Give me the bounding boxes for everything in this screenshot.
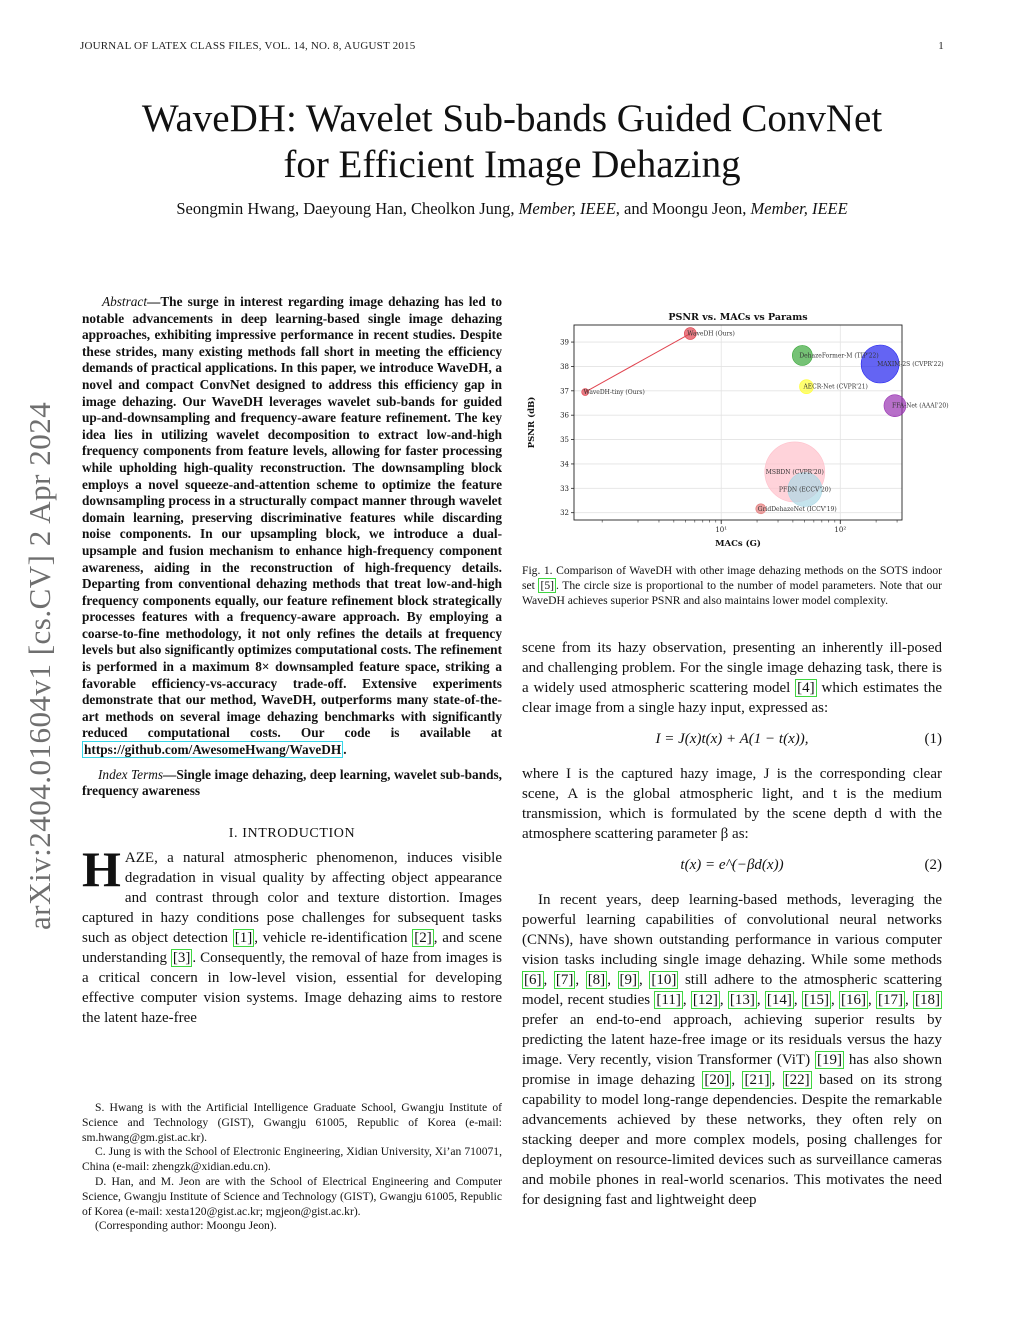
- body-text: based on its strong capability to model long-range dependencies. Despite the remarkable advancements achieved by these networks, they often rely on stacking deeper and more complex models, posing challenges for deployment on resource-limited devices such as surveillance cameras and mobile phones in real-world scenarios. This motivates the need for designing fast and lightweight deep: [522, 1072, 943, 1208]
- body-text: scene from its hazy observation, presenting an inherently ill-posed and challenging problem. For the single image dehazing task, there is a widely used atmospheric scattering model: [522, 640, 942, 696]
- caption-text-a: Fig. 1. Comparison of WaveDH with other image dehazing methods on the SOTS indoor set: [522, 564, 942, 592]
- citation-link[interactable]: [3]: [172, 949, 191, 966]
- y-tick-label: 33: [560, 484, 569, 493]
- title-line-1: WaveDH: Wavelet Sub-bands Guided ConvNet: [141, 97, 883, 140]
- body-text: In recent years, deep learning-based methods, leveraging the powerful learning capabilities of convolutional neural networks (CNNs), have shown outstanding performance in various computer vision tasks including single image dehazing. While some methods: [522, 892, 942, 968]
- psnr-macs-chart: [522, 308, 949, 549]
- arxiv-watermark: arXiv:2404.01604v1 [cs.CV] 2 Apr 2024: [22, 401, 57, 930]
- citation-link[interactable]: [16]: [840, 992, 866, 1008]
- intro-text-a: AZE, a natural atmospheric phenomenon, induces visible degradation in visual quality by affecting object appearance and contrast through color and texture distortion. Images captured in hazy conditions pose challenges for subsequent tasks such as object detection: [82, 849, 502, 946]
- citation-link[interactable]: [6]: [524, 972, 542, 988]
- authors-part-1: Seongmin Hwang, Daeyoung Han, Cheolkon Jung,: [176, 199, 519, 218]
- y-axis-label: PSNR (dB): [527, 396, 537, 449]
- data-point-label: DehazeFormer-M (TIP'22): [799, 352, 879, 360]
- equation-number: (2): [924, 857, 942, 873]
- title-line-2: for Efficient Image Dehazing: [283, 143, 741, 186]
- citation-link[interactable]: [21]: [744, 1072, 770, 1088]
- body-paragraph: where I is the captured hazy image, J is the corresponding clear scene, A is the global atmospheric light, and t is the medium transmission, which is formulated by the scene depth d with the atmosphere scattering parameter β as:: [522, 766, 942, 842]
- intro-text-d: . Consequently, the removal of haze from images is a critical concern in low-level vision, essential for developing effective computer vision systems. Image dehazing aims to restore the latent haze-free: [82, 949, 503, 1026]
- footnote: S. Hwang is with the Artificial Intelligence Graduate School, Gwangju Institute of Science and Technology (GIST), Gwangju 61005, Republic of Korea (e-mail: sm.hwang@gm.gist.ac.kr).: [82, 1101, 502, 1144]
- equation-2: [522, 854, 942, 880]
- y-tick-label: 39: [560, 338, 569, 347]
- abstract: [82, 294, 502, 759]
- caption-text-b: . The circle size is proportional to the number of model parameters. Note that our WaveDH achieves superior PSNR and also maintains lower model complexity.: [522, 578, 943, 607]
- data-point-label: WaveDH-tiny (Ours): [583, 389, 645, 397]
- data-point-label: MAXIM-2S (CVPR'22): [877, 361, 944, 368]
- right-column-body: [522, 638, 942, 1210]
- paper-title: [60, 96, 964, 188]
- citation-link[interactable]: [22]: [784, 1072, 810, 1088]
- data-point-label: PFDN (ECCV'20): [778, 486, 831, 494]
- citation-link[interactable]: [14]: [766, 992, 792, 1008]
- footnote: D. Han, and M. Jeon are with the School of Electrical Engineering and Computer Science, Gwangju Institute of Science and Technology (GIST), Gwangju 61005, Republic of Korea (e-mail: xesta120@gist.ac.kr; mgjeon@gist.ac.kr).: [82, 1174, 502, 1218]
- citation-link[interactable]: [8]: [587, 972, 606, 988]
- data-point-label: GridDehazeNet (ICCV'19): [757, 505, 837, 513]
- body-text: which estimates the clear image from a single hazy input, expressed as:: [522, 680, 942, 716]
- equation-expression: I = J(x)t(x) + A(1 − t(x)),: [655, 731, 809, 747]
- equation-number: (1): [924, 731, 942, 747]
- chart-svg: [522, 308, 949, 549]
- equation-1: [522, 728, 942, 754]
- footnote: (Corresponding author: Moongu Jeon).: [95, 1219, 277, 1233]
- y-tick-label: 37: [560, 387, 569, 396]
- x-tick-label: 10²: [834, 526, 847, 534]
- dropcap: H: [82, 840, 121, 897]
- index-terms-text: —Single image dehazing, deep learning, wavelet sub-bands, frequency awareness: [82, 766, 502, 799]
- citation-link[interactable]: [13]: [729, 992, 755, 1008]
- left-column: [82, 294, 502, 1028]
- footnote: C. Jung is with the School of Electronic Engineering, Xidian University, Xi’an 710071, China (e-mail: zhengzk@xidian.edu.cn).: [82, 1145, 502, 1174]
- citation-link[interactable]: [12]: [692, 992, 718, 1008]
- citation-link[interactable]: [15]: [803, 992, 829, 1008]
- body-paragraph: In recent years, deep learning-based methods, leveraging the powerful learning capabilities of convolutional neural networks (CNNs), have shown outstanding performance in various computer vision tasks including single image dehazing. While some methods [6] , [7] , [8] , [9] , [10] still adhere to the atmospheric scattering model, recent studies [11] , [12] , [13] , [14] , [15] , [16] , [17] , [18] prefer an end-to-end approach, achieving superior results by predicting the latent haze-free image or its residuals versus the hazy image. Very recently, vision Transformer (ViT) [19] has also shown promise in image dehazing [20] , [21] , [22] based on its strong capability to model long-range dependencies. Despite the remarkable advancements achieved by these networks, they often rely on stacking deeper and more complex models, posing challenges for deployment on resource-limited devices such as surveillance cameras and mobile phones in real-world scenarios. This motivates the need for designing fast and lightweight deep: [522, 892, 943, 1208]
- member-tag-2: Member, IEEE: [750, 199, 848, 218]
- x-axis-label: MACs (G): [715, 539, 761, 549]
- citation-link[interactable]: [20]: [704, 1072, 730, 1088]
- intro-paragraph: [82, 840, 503, 1028]
- body-text: has also shown promise in image dehazing: [522, 1052, 943, 1088]
- abstract-lead: Abstract: [101, 294, 148, 309]
- author-line: [60, 199, 964, 219]
- equation-expression: t(x) = e^(−βd(x)): [680, 857, 784, 873]
- figure-1: [522, 308, 949, 608]
- y-tick-label: 35: [560, 436, 569, 445]
- affiliation-footnotes: [82, 1101, 502, 1234]
- y-tick-label: 36: [560, 411, 569, 420]
- index-terms-lead: Index Terms: [98, 766, 164, 782]
- body-text: still adhere to the atmospheric scattering model, recent studies: [522, 972, 943, 1008]
- data-point-label: AECR-Net (CVPR'21): [803, 383, 868, 391]
- intro-text-c: , and scene understanding: [82, 929, 503, 966]
- citation-link[interactable]: [1]: [234, 929, 253, 946]
- abstract-end: .: [343, 742, 347, 758]
- citation-link[interactable]: [9]: [619, 972, 638, 988]
- y-tick-label: 32: [560, 509, 569, 518]
- intro-text-b: , vehicle re-identification: [254, 929, 413, 946]
- y-tick-label: 38: [560, 362, 569, 371]
- citation-link[interactable]: [2]: [414, 929, 432, 946]
- body-text: prefer an end-to-end approach, achieving superior results by predicting the latent haze-free image or its residuals versus the hazy image. Very recently, vision Transformer (ViT): [522, 1012, 942, 1068]
- body-paragraph: [522, 638, 942, 718]
- section-heading-introduction: I. INTRODUCTION: [228, 825, 356, 841]
- page-number: 1: [938, 40, 944, 52]
- citation-link[interactable]: [5]: [540, 578, 554, 592]
- citation-link[interactable]: [7]: [555, 972, 574, 988]
- citation-link[interactable]: [19]: [817, 1052, 842, 1068]
- citation-link[interactable]: [4]: [797, 680, 815, 696]
- journal-line: JOURNAL OF LATEX CLASS FILES, VOL. 14, NO. 8, AUGUST 2015: [80, 40, 416, 52]
- figure-caption: [522, 564, 942, 608]
- data-point-label: FFA-Net (AAAI'20): [891, 402, 949, 410]
- x-tick-label: 10¹: [715, 526, 728, 534]
- authors-part-2: , and Moongu Jeon,: [615, 199, 751, 218]
- abstract-text: —The surge in interest regarding image dehazing has led to notable advancements in deep learning-based single image dehazing approaches, exhibiting impressive performance in recent studies. Despite these strides, many existing methods fall short in meeting the efficiency demands of practical applications. In this paper, we introduce WaveDH, a novel and compact ConvNet designed to address this efficiency gap in image dehazing. Our WaveDH leverages wavelet sub-bands for guided up-and-downsampling and frequency-aware feature refinement. The key idea lies in utilizing wavelet decomposition to extract low-and-high frequency components from feature levels, allowing for faster processing while upholding high-quality reconstruction. The downsampling block employs a novel squeeze-and-attention scheme to optimize the feature downsampling process in a structurally compact manner through wavelet domain learning, preserving discriminative features while discarding noise components. In our upsampling block, we introduce a dual-upsample and fusion mechanism to enhance high-frequency component awareness, aiding in the reconstruction of high-frequency details. Departing from conventional dehazing methods that treat low-and-high frequency components equally, our feature refinement block strategically processes features with a frequency-aware approach. By employing a coarse-to-fine methodology, it not only refines the details at frequency levels but also significantly optimizes computational costs. The refinement is performed in a maximum 8× downsampled feature space, striking a favorable efficiency-vs-accuracy trade-off. Extensive experiments demonstrate that our method, WaveDH, outperforms many state-of-the-art methods on several image dehazing benchmarks with significantly reduced computational costs. Our code is available at: [82, 294, 502, 741]
- member-tag-1: Member, IEEE: [518, 199, 616, 218]
- index-terms: [82, 767, 502, 800]
- running-header: [80, 40, 944, 52]
- y-tick-label: 34: [560, 460, 569, 469]
- citation-link[interactable]: [17]: [878, 992, 904, 1008]
- code-link[interactable]: https://github.com/AwesomeHwang/WaveDH: [84, 742, 342, 758]
- data-point-label: MSBDN (CVPR'20): [765, 468, 824, 476]
- citation-link[interactable]: [11]: [656, 992, 681, 1008]
- chart-title: PSNR vs. MACs vs Params: [668, 312, 808, 323]
- citation-link[interactable]: [18]: [915, 992, 941, 1008]
- data-point-label: WaveDH (Ours): [687, 330, 735, 338]
- citation-link[interactable]: [10]: [651, 972, 677, 988]
